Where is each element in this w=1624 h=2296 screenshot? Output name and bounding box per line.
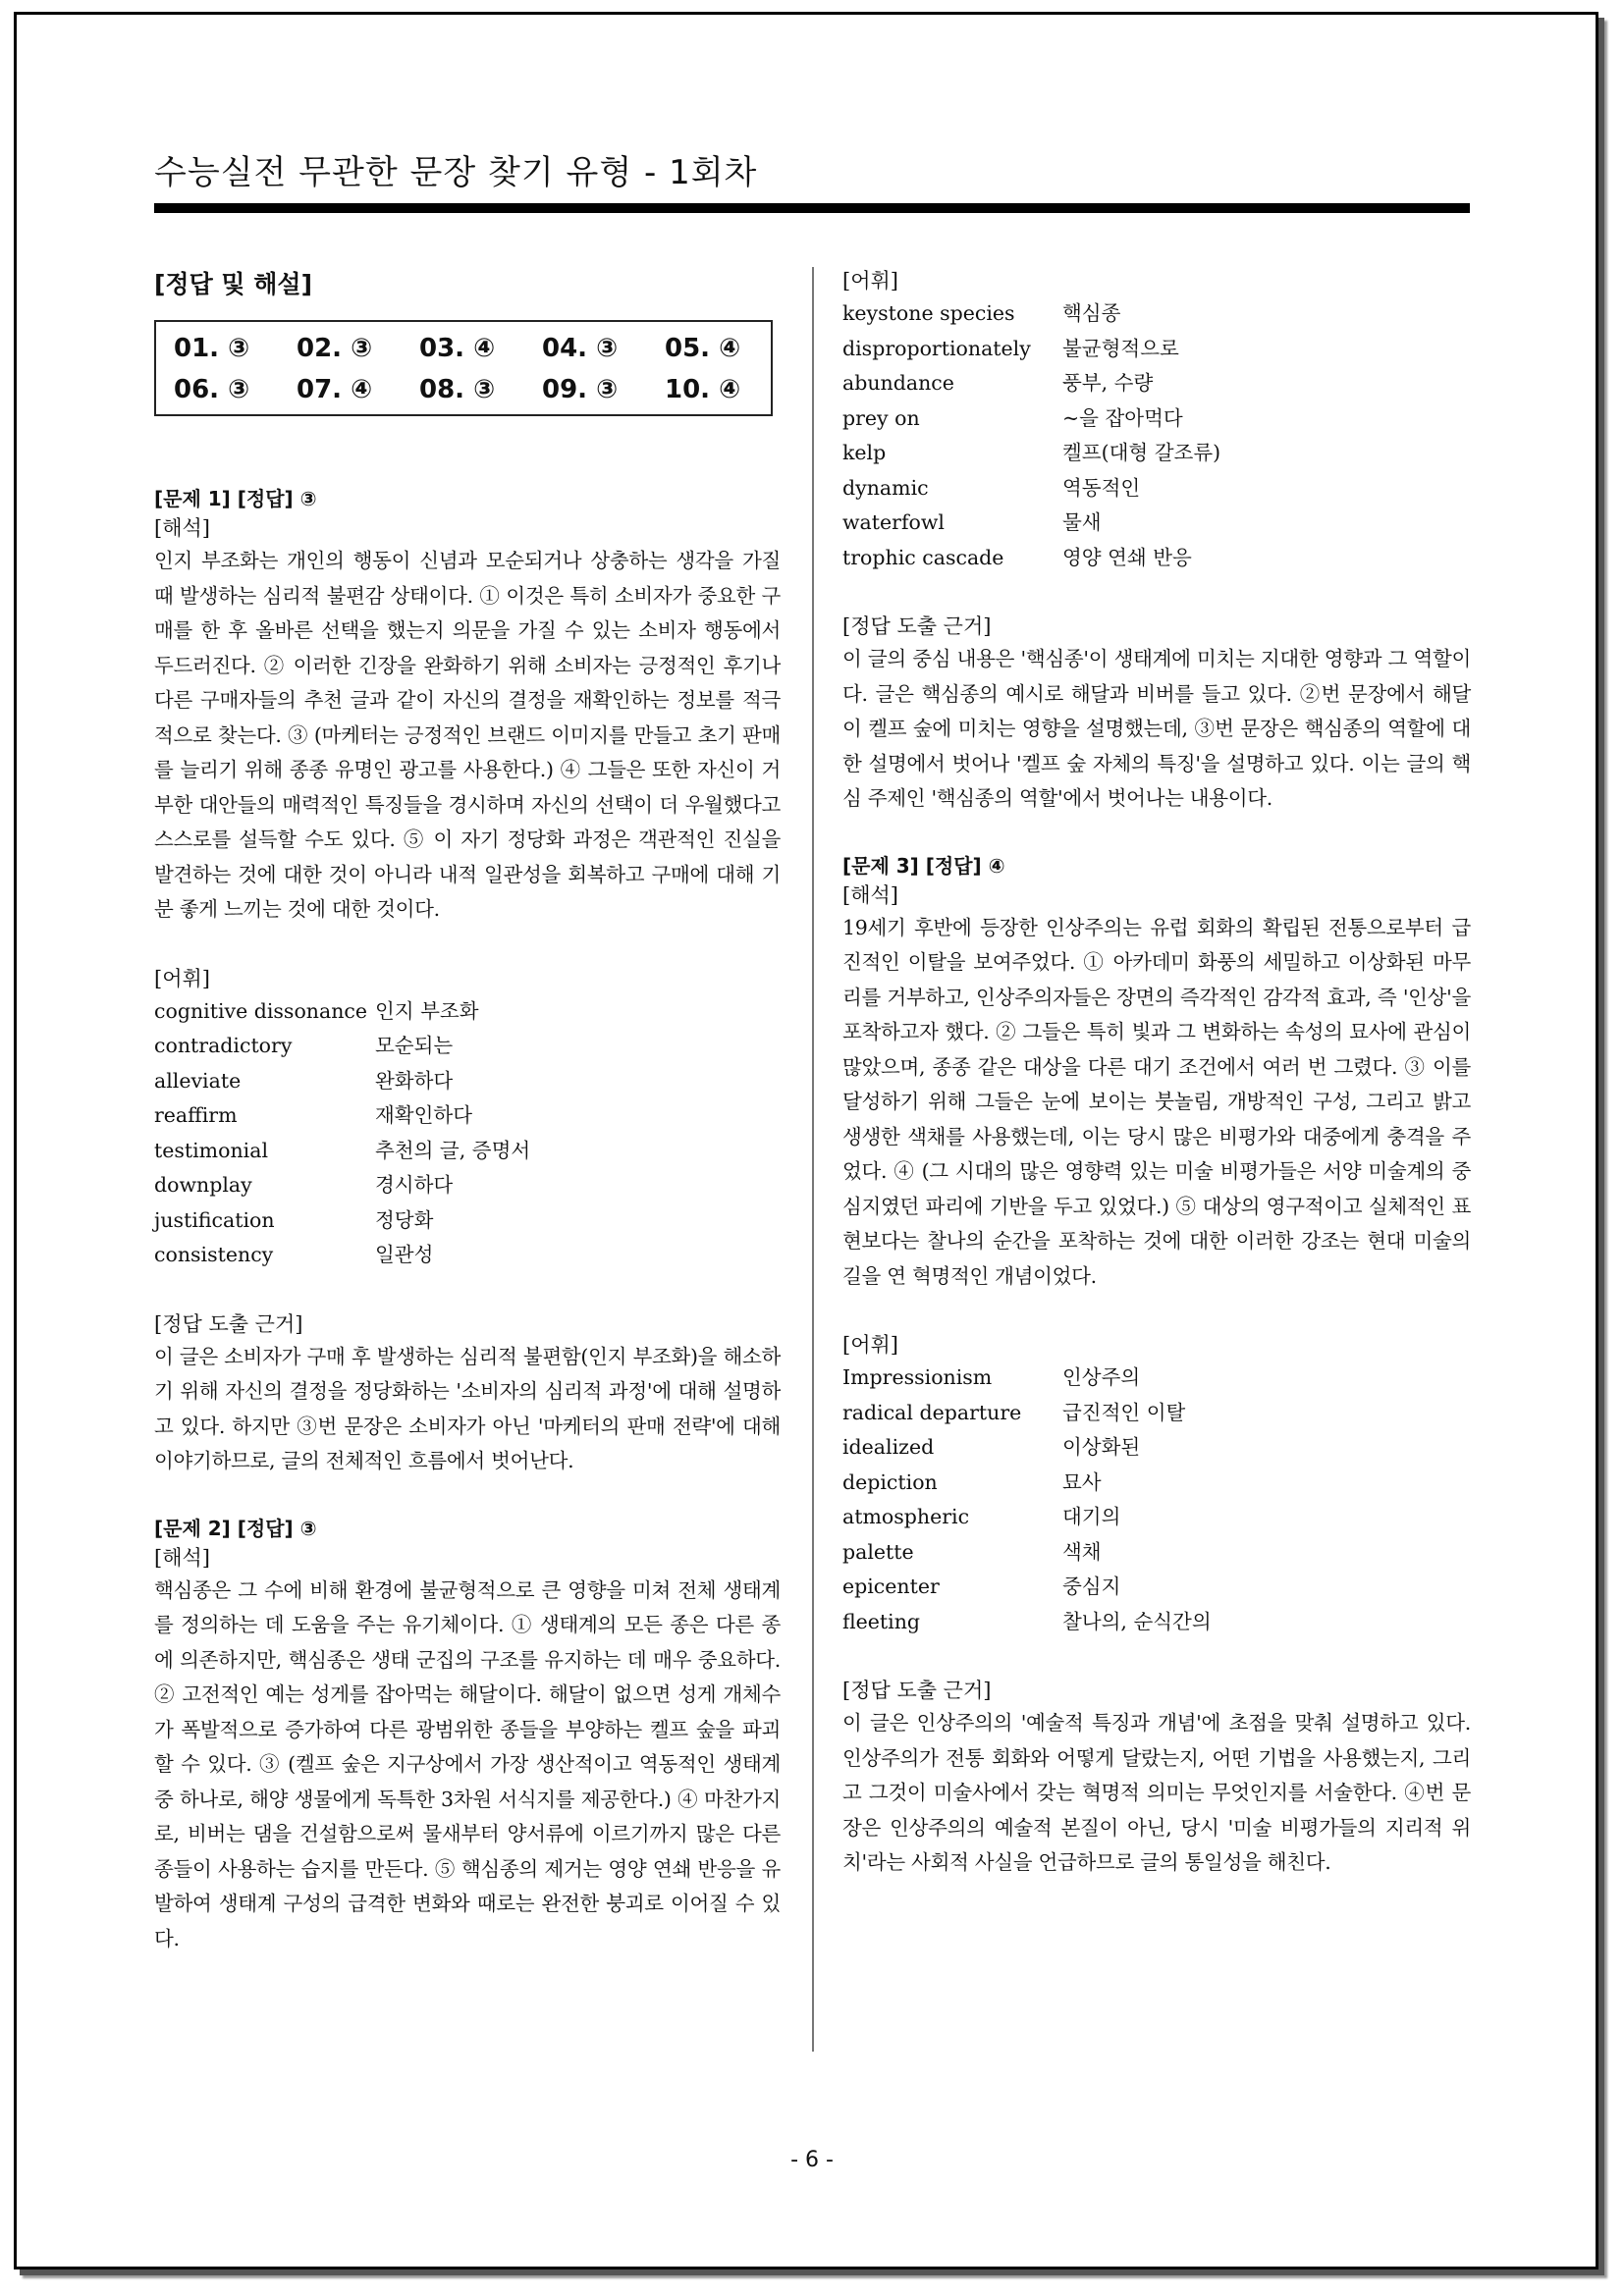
problem2-translation: 핵심종은 그 수에 비해 환경에 불균형적으로 큰 영향을 미쳐 전체 생태계를 정의하는 데 도움을 주는 유기체이다. ① 생태계의 모든 종은 다른 종에 의존하지만, 핵심종은 생태 군집의 구조를 유지하는 데 매우 중요하다. ② 고전적인 예는 성게를 잡아먹는 해달이다. 해달이 없으면 성게 개체수가 폭발적으로 증가하여 다른 광범위한 종들을 부양하는 켈프 숲을 파괴할 수 있다. ③ (켈프 숲은 지구상에서 가장 생산적이고 역동적인 생태계 중 하나로, 해양 생물에게 독특한 3차원 서식지를 제공한다.) ④ 마찬가지로, 비버는 댐을 건설함으로써 물새부터 양서류에 이르기까지 많은 다른 종들이 사용하는 습지를 만든다. ⑤ 핵심종의 제거는 영양 연쇄 반응을 유발하여 생태계 구성의 급격한 변화와 때로는 완전한 붕괴로 이어질 수 있다. xyxy=(154,1577,781,1950)
problem2-reason: 이 글의 중심 내용은 '핵심종'이 생태계에 미치는 지대한 영향과 그 역할이다. 글은 핵심종의 예시로 해달과 비버를 들고 있다. ②번 문장에서 해달이 켈프 숲에 미치는 영향을 설명했는데, ③번 문장은 핵심종의 역할에 대한 설명에서 벗어나 '켈프 숲 자체의 특징'을 설명하고 있다. 이는 글의 핵심 주제인 '핵심종의 역할'에서 벗어나는 내용이다. xyxy=(842,647,1471,810)
left-column xyxy=(154,265,781,1956)
problem2-vocab-label: [어휘] xyxy=(842,269,898,293)
problem3-vocab-list xyxy=(842,1361,1471,1639)
vocab-row: idealized 이상화된 xyxy=(842,1435,1141,1459)
page-number: - 6 - xyxy=(790,2148,834,2172)
problem1-vocab-list xyxy=(154,994,781,1273)
vocab-row: dynamic 역동적인 xyxy=(842,475,1141,500)
vocab-row: atmospheric 대기의 xyxy=(842,1505,1121,1528)
problem1-reason-label: [정답 도출 근거] xyxy=(154,1311,303,1336)
answer-item: 09. ③ xyxy=(542,375,619,404)
vocab-row: palette 색채 xyxy=(842,1539,1102,1564)
problem1-translation: 인지 부조화는 개인의 행동이 신념과 모순되거나 상충하는 생각을 가질 때 발생하는 심리적 불편감 상태이다. ① 이것은 특히 소비자가 중요한 구매를 한 후 올바른 선택을 했는지 의문을 가질 수 있는 소비자 행동에서 두드러진다. ② 이러한 긴장을 완화하기 위해 소비자는 긍정적인 후기나 다른 구매자들의 추천 글과 같이 자신의 결정을 재확인하는 정보를 적극적으로 찾는다. ③ (마케터는 긍정적인 브랜드 이미지를 만들고 초기 판매를 늘리기 위해 종종 유명인 광고를 사용한다.) ④ 그들은 또한 자신이 거부한 대안들의 매력적인 특징들을 경시하며 자신의 선택이 더 우월했다고 스스로를 설득할 수도 있다. ⑤ 이 자기 정당화 과정은 객관적인 진실을 발견하는 것에 대한 것이 아니라 내적 일관성을 회복하고 구매에 대해 기분 좋게 느끼는 것에 대한 것이다. xyxy=(154,549,781,921)
vocab-row: disproportionately 불균형적으로 xyxy=(842,336,1179,360)
problem3-translation: 19세기 후반에 등장한 인상주의는 유럽 회화의 확립된 전통으로부터 급진적인 이탈을 보여주었다. ① 아카데미 화풍의 세밀하고 이상화된 마무리를 거부하고, 인상주의자들은 장면의 즉각적인 감각적 효과, 즉 '인상'을 포착하고자 했다. ② 그들은 특히 빛과 그 변화하는 속성의 묘사에 관심이 많았으며, 종종 같은 대상을 다른 대기 조건에서 여러 번 그렸다. ③ 이를 달성하기 위해 그들은 눈에 보이는 붓놀림, 개방적인 구성, 그리고 밝고 생생한 색채를 사용했는데, 이는 당시 많은 비평가와 대중에게 충격을 주었다. ④ (그 시대의 많은 영향력 있는 미술 비평가들은 서양 미술계의 중심지였던 파리에 기반을 두고 있었다.) ⑤ 대상의 영구적이고 실체적인 표현보다는 찰나의 순간을 포착하는 것에 대한 이러한 강조는 현대 미술의 길을 연 혁명적인 개념이었다. xyxy=(842,915,1471,1288)
vocab-row: testimonial 추천의 글, 증명서 xyxy=(154,1138,531,1162)
answers-heading: [정답 및 해설] xyxy=(154,270,313,298)
answer-item: 05. ④ xyxy=(665,334,741,363)
vocab-row: waterfowl 물새 xyxy=(842,510,1102,534)
title-rule xyxy=(154,203,1470,213)
answer-item: 08. ③ xyxy=(419,375,496,404)
answer-item: 04. ③ xyxy=(542,334,619,363)
vocab-row: reaffirm 재확인하다 xyxy=(154,1103,473,1127)
problem2-translation-label: [해석] xyxy=(154,1545,210,1570)
problem2-vocab-list xyxy=(842,296,1471,575)
right-column xyxy=(842,265,1471,1881)
answer-item: 02. ③ xyxy=(297,334,373,363)
document-title: 수능실전 무관한 문장 찾기 유형 - 1회차 xyxy=(154,153,758,192)
answer-item: 07. ④ xyxy=(297,375,373,404)
problem3-reason-label: [정답 도출 근거] xyxy=(842,1679,992,1702)
vocab-row: alleviate 완화하다 xyxy=(154,1068,454,1093)
vocab-row: fleeting 찰나의, 순식간의 xyxy=(842,1609,1212,1633)
answer-item: 01. ③ xyxy=(174,334,250,363)
problem1-heading: [문제 1] [정답] ③ xyxy=(154,487,317,510)
vocab-row: trophic cascade 영양 연쇄 반응 xyxy=(842,545,1192,569)
vocab-row: downplay 경시하다 xyxy=(154,1173,454,1197)
answer-item: 10. ④ xyxy=(665,375,741,404)
problem3-heading: [문제 3] [정답] ④ xyxy=(842,853,1005,878)
vocab-row: depiction 묘사 xyxy=(842,1469,1102,1494)
vocab-row: abundance 풍부, 수량 xyxy=(842,371,1154,395)
column-divider xyxy=(812,267,814,2052)
answer-item: 06. ③ xyxy=(174,375,250,404)
vocab-row: kelp 켈프(대형 갈조류) xyxy=(842,441,1221,464)
problem1-vocab-label: [어휘] xyxy=(154,966,210,990)
answer-row xyxy=(156,328,771,369)
vocab-row: radical departure 급진적인 이탈 xyxy=(842,1400,1186,1424)
vocab-row: Impressionism 인상주의 xyxy=(842,1365,1141,1389)
problem1-translation-label: [해석] xyxy=(154,516,210,540)
vocab-row: epicenter 중심지 xyxy=(842,1575,1121,1598)
problem1-reason: 이 글은 소비자가 구매 후 발생하는 심리적 불편함(인지 부조화)을 해소하기 위해 자신의 결정을 정당화하는 '소비자의 심리적 과정'에 대해 설명하고 있다. 하지만 ③번 문장은 소비자가 아닌 '마케터의 판매 전략'에 대해 이야기하므로, 글의 전체적인 흐름에서 벗어난다. xyxy=(154,1344,781,1472)
vocab-row: cognitive dissonance 인지 부조화 xyxy=(154,998,479,1023)
problem2-heading: [문제 2] [정답] ③ xyxy=(154,1516,317,1540)
problem2-reason-label: [정답 도출 근거] xyxy=(842,614,992,638)
answer-key-box xyxy=(154,320,773,416)
vocab-row: keystone species 핵심종 xyxy=(842,301,1121,325)
vocab-row: justification 정당화 xyxy=(154,1207,434,1232)
vocab-row: consistency 일관성 xyxy=(154,1243,434,1266)
problem3-vocab-label: [어휘] xyxy=(842,1333,898,1357)
answer-item: 03. ④ xyxy=(419,334,496,363)
answer-row xyxy=(156,369,771,410)
problem3-reason: 이 글은 인상주의의 '예술적 특징과 개념'에 초점을 맞춰 설명하고 있다. 인상주의가 전통 회화와 어떻게 달랐는지, 어떤 기법을 사용했는지, 그리고 그것이 미술사에서 갖는 혁명적 의미는 무엇인지를 서술한다. ④번 문장은 인상주의의 예술적 본질이 아닌, 당시 '미술 비평가들의 지리적 위치'라는 사회적 사실을 언급하므로 글의 통일성을 해친다. xyxy=(842,1711,1471,1874)
vocab-row: prey on ~을 잡아먹다 xyxy=(842,405,1183,430)
vocab-row: contradictory 모순되는 xyxy=(154,1034,454,1057)
problem3-translation-label: [해석] xyxy=(842,882,898,907)
